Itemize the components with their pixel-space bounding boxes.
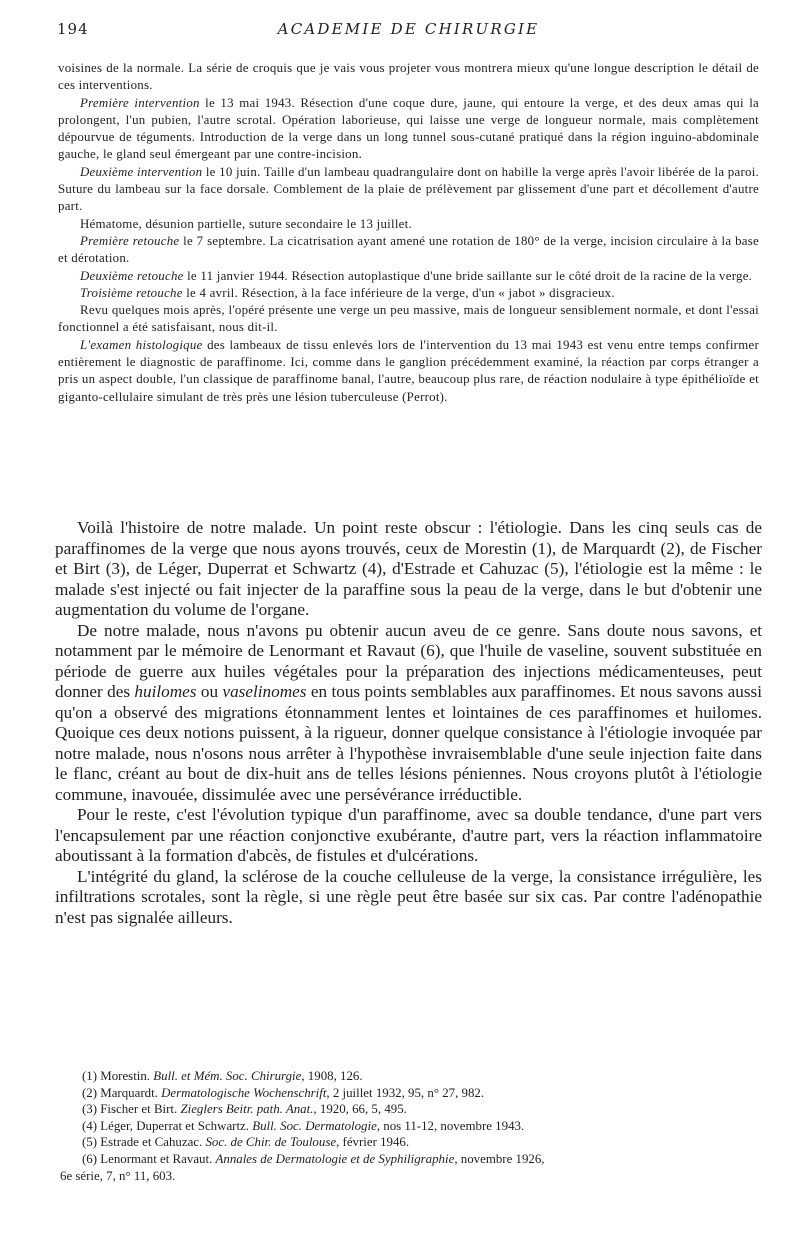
footnote-author: (3) Fischer et Birt. (82, 1102, 181, 1117)
footnote-ref: , février 1946. (336, 1135, 410, 1150)
footnote-author: (4) Léger, Duperrat et Schwartz. (82, 1118, 253, 1133)
paragraph (58, 337, 759, 406)
paragraph-text: De notre malade, nous n'avons pu obtenir aucun aveu de ce genre. Sans doute nous savons, et notamment par le mémoire de Lenormant et Ravaut (6), que l'huile de vaseline, souvent substituée en période de guerre aux huiles végétales pour la préparation des injections médicamenteuses, peut donner des (55, 620, 762, 701)
page-header (57, 20, 760, 44)
paragraph (58, 233, 759, 268)
paragraph-text: le 11 janvier 1944. Résection autoplastique d'une bride saillante sur le côté droit de la racine de la verge. (183, 268, 753, 283)
paragraph: Revu quelques mois après, l'opéré présente une verge un peu massive, mais de longueur sensiblement normale, et dont l'essai fonctionnel a été satisfaisant, nous dit-il. (58, 303, 759, 335)
paragraph (58, 164, 759, 216)
footnote (60, 1068, 760, 1085)
footnotes (60, 1068, 760, 1184)
paragraph-text: ou (196, 682, 223, 701)
footnote (60, 1134, 760, 1151)
footnote-author: (6) Lenormant et Ravaut. (82, 1151, 216, 1166)
italic-label: Troisième retouche (80, 285, 183, 300)
footnote-journal: Dermatologische Wochenschrift (161, 1085, 327, 1100)
footnote-ref: , 1908, 126. (301, 1069, 363, 1083)
italic-label: Deuxième retouche (80, 268, 184, 283)
italic-label: Deuxième intervention (80, 164, 203, 179)
footnote-journal: Bull. Soc. Dermatologie (252, 1118, 377, 1133)
paragraph-text: en tous points semblables aux paraffinomes. Et nous savons aussi qu'on a observé des migrations étonnamment lentes et lointaines de ces paraffinomes et huilomes. Quoique ces deux notions puissent, à la rigueur, donner quelque consistance à l'étiologie invoquée par notre malade, nous n'osons nous arrêter à l'hypothèse invraisemblable d'une seule injection faite dans le flanc, créant au bout de dix-huit ans de telles lésions péniennes. Nous croyons plutôt à l'étiologie commune, inavouée, dissimulée avec une persévérance irréductible. (55, 682, 762, 804)
paragraph (58, 95, 759, 164)
footnote-ref: , 2 juillet 1932, 95, n° 27, 982. (326, 1085, 485, 1100)
footnote-journal: Zieglers Beitr. path. Anat. (180, 1102, 314, 1117)
footnote-continuation: 6e série, 7, n° 11, 603. (60, 1168, 176, 1183)
italic-term: huilomes (134, 682, 197, 701)
discussion-text (55, 518, 762, 928)
page-number: 194 (57, 20, 89, 38)
paragraph-text: le 7 septembre. La cicatrisation ayant amené une rotation de 180° de la verge, incision circulaire à la base et dérotation. (58, 233, 759, 266)
paragraph-text: le 13 mai 1943. Résection d'une coque dure, jaune, qui entoure la verge, et des deux amas qui la prolongent, l'un pubien, l'autre scrotal. Opération laborieuse, qui laisse une verge de longueur normale, mais complètement dépourvue de téguments. Introduction de la verge dans un long tunnel sous-cutané pratiqué dans la région inguino-abdominale gauche, le gland seul émergeant par une contre-incision. (58, 95, 760, 162)
footnote (60, 1151, 760, 1168)
footnote-journal: Soc. de Chir. de Toulouse (205, 1135, 337, 1150)
footnote (60, 1101, 760, 1118)
footnote-author: (1) Morestin. (82, 1069, 154, 1083)
italic-term: vaselinomes (222, 682, 307, 701)
footnote-ref: , novembre 1926, (454, 1151, 545, 1166)
case-report-small-text (58, 60, 759, 406)
footnote-journal: Bull. et Mém. Soc. Chirurgie (153, 1069, 302, 1083)
footnote (60, 1118, 760, 1135)
italic-label: Première retouche (80, 233, 180, 248)
paragraph: Voilà l'histoire de notre malade. Un point reste obscur : l'étiologie. Dans les cinq seuls cas de paraffinomes de la verge que nous ayons trouvés, ceux de Morestin (1), de Marquardt (2), de Fischer et Birt (3), de Léger, Duperrat et Schwartz (4), d'Estrade et Cahuzac (5), l'étiologie est la même : le malade s'est injecté ou fait injecter de la paraffine sous la peau de la verge, dans le but d'obtenir une augmentation du volume de l'organe. (55, 518, 762, 619)
italic-label: L'examen histologique (80, 337, 203, 352)
paragraph (55, 621, 762, 806)
paragraph: voisines de la normale. La série de croquis que je vais vous projeter vous montrera mieux qu'une longue description le détail de ces interventions. (58, 61, 759, 93)
paragraph: Hématome, désunion partielle, suture secondaire le 13 juillet. (80, 216, 412, 231)
footnote-author: (5) Estrade et Cahuzac. (82, 1135, 206, 1150)
paragraph (58, 285, 759, 302)
paragraph-text: le 10 juin. Taille d'un lambeau quadrangulaire dont on habille la verge après l'avoir libérée de la paroi. Suture du lambeau sur la face dorsale. Comblement de la plaie de prélèvement par glissement d'une part et décollement d'autre part. (58, 164, 759, 214)
paragraph: L'intégrité du gland, la sclérose de la couche celluleuse de la verge, la consistance irrégulière, les infiltrations scrotales, sont la règle, si une règle peut être basée sur six cas. Par contre l'adénopathie n'est pas signalée ailleurs. (55, 866, 762, 927)
footnote-journal: Annales de Dermatologie et de Syphiligraphie (215, 1151, 455, 1166)
paragraph (58, 268, 759, 285)
italic-label: Première intervention (80, 95, 200, 110)
paragraph-text: des lambeaux de tissu enlevés lors de l'intervention du 13 mai 1943 est venu entre temps confirmer entièrement le diagnostic de paraffinome. Ici, comme dans le ganglion précédemment examiné, la réaction par corps étranger a pris un aspect double, l'un classique de paraffinome banal, l'autre, beaucoup plus rare, de réaction nodulaire à type épithélioïde et giganto-cellulaire simulant de très près une lésion tuberculeuse (Perrot). (58, 337, 759, 404)
footnote-ref: , 1920, 66, 5, 495. (313, 1102, 407, 1117)
paragraph: Pour le reste, c'est l'évolution typique d'un paraffinome, avec sa double tendance, d'une part vers l'encapsulement par une réaction conjonctive exubérante, d'autre part, vers la réaction inflammatoire aboutissant à la formation d'abcès, de fistules et d'ulcérations. (55, 805, 762, 865)
footnote-ref: , nos 11-12, novembre 1943. (376, 1118, 525, 1133)
footnote-author: (2) Marquardt. (82, 1085, 162, 1100)
paragraph-text: le 4 avril. Résection, à la face inférieure de la verge, d'un « jabot » disgracieux. (182, 285, 615, 300)
running-title: ACADEMIE DE CHIRURGIE (277, 20, 540, 38)
footnote (60, 1085, 760, 1102)
